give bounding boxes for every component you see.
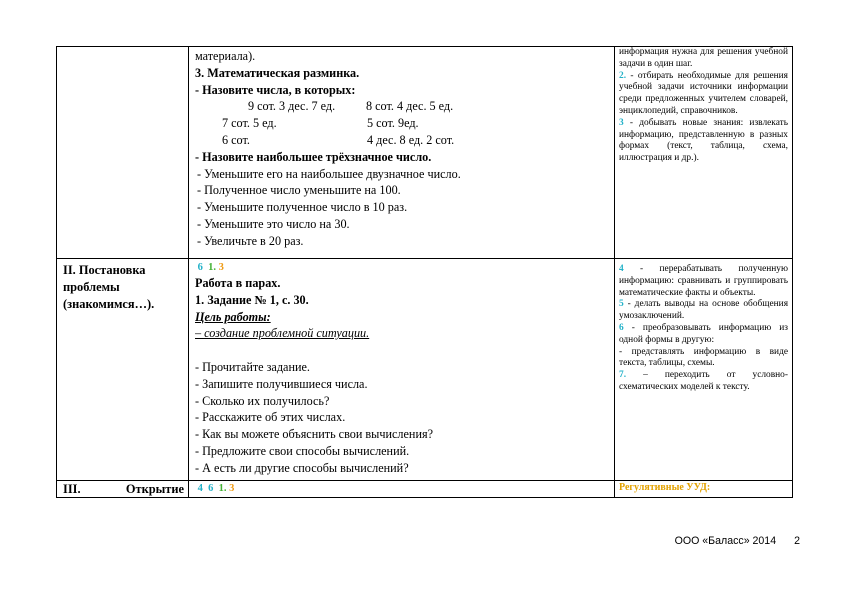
section-heading: Работа в парах.: [195, 276, 281, 290]
number-item: 5 сот. 9ед.: [367, 116, 419, 131]
skill-number: 2.: [619, 70, 627, 81]
skill-number: 7.: [619, 370, 627, 381]
page-number: 2: [794, 535, 800, 547]
task-line: - А есть ли другие способы вычислений?: [195, 460, 409, 475]
skill-ref: 4: [197, 483, 203, 494]
skill-number: 3: [619, 117, 624, 128]
task-line: - Уменьшите его на наибольшее двузначное число.: [197, 166, 461, 181]
skill-item: 2. - отбирать необходимые для решения учебной задачи источники информации среди предложенных учителем словарей, энциклопедий, справочников.: [619, 70, 788, 116]
skills-cell: [615, 47, 793, 259]
skill-item: информация нужна для решения учебной задачи в один шаг.: [619, 47, 788, 69]
content-cell: [189, 481, 615, 498]
skill-item: - представлять информацию в виде текста, таблицы, схемы.: [619, 346, 788, 369]
page-footer: [600, 535, 800, 547]
skill-item: 7. – переходить от условно-схематических моделей к тексту.: [619, 370, 788, 392]
skill-ref: 6: [197, 262, 203, 273]
skills-cell: [615, 259, 793, 481]
number-item: 7 сот. 5 ед.: [222, 116, 277, 131]
stage-label: II. Постановка проблемы (знакомимся…).: [63, 263, 155, 311]
regulative-heading: Регулятивные УУД:: [619, 482, 711, 493]
goal-text: – создание проблемной ситуации.: [195, 326, 370, 341]
skill-number: 6: [619, 322, 624, 333]
section-heading: 3. Математическая разминка.: [195, 65, 360, 80]
task-line: - Прочитайте задание.: [195, 359, 310, 374]
task-line: - Как вы можете объяснить свои вычисления?: [195, 427, 433, 442]
task-line: - Расскажите об этих числах.: [195, 410, 346, 425]
stage-label: [57, 47, 188, 50]
lesson-table: [56, 46, 793, 498]
skill-number: 5: [619, 299, 624, 310]
number-item: 6 сот.: [222, 132, 250, 147]
skill-item: 6 - преобразовывать информацию из одной формы в другую:: [619, 322, 788, 345]
stage-label: Открытие: [125, 482, 184, 496]
table-row: [57, 259, 793, 481]
task-line: - Запишите получившиеся числа.: [195, 376, 368, 391]
task-line: - Полученное число уменьшите на 100.: [197, 183, 401, 198]
number-item: 9 сот. 3 дес. 7 ед.: [248, 99, 336, 114]
skill-item: 3 - добывать новые знания: извлекать информацию, представленную в разных формах (текст, таблица, схема, иллюстрация и др.).: [619, 117, 788, 164]
number-item: 4 дес. 8 ед. 2 сот.: [367, 132, 455, 147]
task-line: - Уменьшите полученное число в 10 раз.: [197, 200, 408, 215]
question-line: - Назовите числа, в которых:: [195, 82, 356, 97]
task-line: - Уменьшите это число на 30.: [197, 216, 350, 231]
footer-company: ООО «Баласс» 2014: [674, 535, 777, 547]
stage-cell: [57, 259, 189, 481]
question-line: - Назовите наибольшее трёхзначное число.: [195, 149, 432, 164]
task-heading: 1. Задание № 1, с. 30.: [195, 292, 309, 307]
task-line: - Предложите свои способы вычислений.: [195, 443, 410, 458]
content-line: материала).: [195, 49, 256, 63]
skill-item: 4 - перерабатывать полученную информацию: сравнивать и группировать математические факты и объекты.: [619, 264, 788, 298]
content-cell: [189, 259, 615, 481]
table-row: [57, 47, 793, 259]
skill-item: 5 - делать выводы на основе обобщения умозаключений.: [619, 299, 788, 322]
goal-label: Цель работы:: [195, 309, 271, 324]
number-item: 8 сот. 4 дес. 5 ед.: [366, 99, 454, 114]
skill-number: 4: [619, 264, 624, 274]
task-line: - Увеличьте в 20 раз.: [197, 233, 304, 248]
skill-ref: 3: [229, 483, 235, 494]
skill-ref: 3: [218, 262, 224, 273]
skill-ref: 6: [208, 483, 214, 494]
content-cell: [189, 47, 615, 259]
skill-ref: 1.: [218, 483, 227, 494]
table-row: [57, 481, 793, 498]
stage-cell: [57, 47, 189, 259]
task-line: - Сколько их получилось?: [195, 393, 330, 408]
skill-ref: 1.: [208, 262, 216, 273]
stage-number: III.: [63, 482, 81, 496]
stage-cell: [57, 481, 189, 498]
skills-cell: [615, 481, 793, 498]
